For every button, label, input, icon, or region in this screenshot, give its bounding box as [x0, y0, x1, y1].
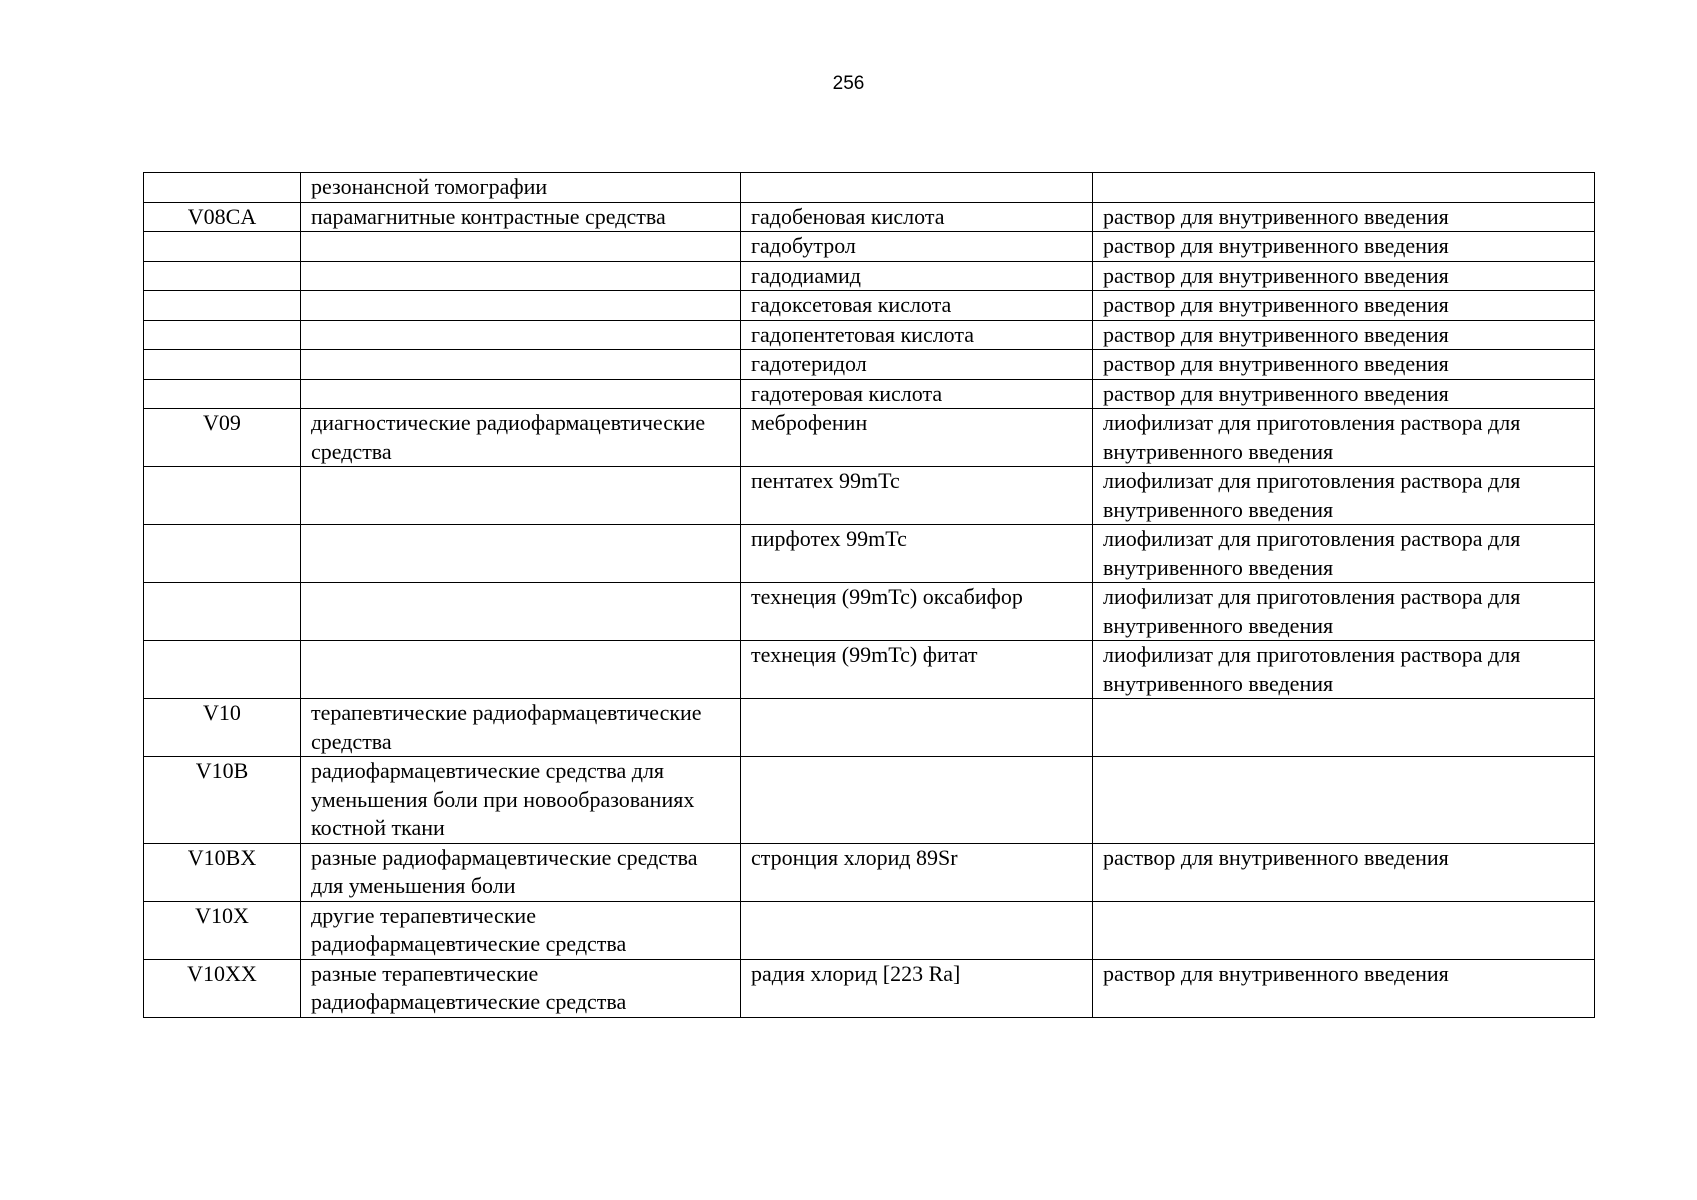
cell-code: [144, 583, 301, 641]
cell-drug: гадопентетовая кислота: [741, 320, 1093, 350]
cell-form: лиофилизат для приготовления раствора для внутривенного введения: [1093, 583, 1595, 641]
cell-code: [144, 291, 301, 321]
cell-drug: технеция (99mTc) оксабифор: [741, 583, 1093, 641]
cell-form: [1093, 173, 1595, 203]
drug-table: [143, 172, 1595, 1018]
table-row: [144, 641, 1595, 699]
cell-group: [301, 291, 741, 321]
table-row: [144, 291, 1595, 321]
cell-form: лиофилизат для приготовления раствора для внутривенного введения: [1093, 525, 1595, 583]
cell-drug: гадоксетовая кислота: [741, 291, 1093, 321]
cell-form: раствор для внутривенного введения: [1093, 843, 1595, 901]
cell-code: V10XX: [144, 959, 301, 1017]
cell-code: [144, 641, 301, 699]
cell-group: [301, 641, 741, 699]
cell-code: [144, 261, 301, 291]
cell-form: [1093, 699, 1595, 757]
table-row: [144, 409, 1595, 467]
cell-group: [301, 261, 741, 291]
cell-drug: стронция хлорид 89Sr: [741, 843, 1093, 901]
cell-form: [1093, 901, 1595, 959]
cell-drug: гадотеровая кислота: [741, 379, 1093, 409]
table-row: [144, 350, 1595, 380]
cell-group: другие терапевтические радиофармацевтические средства: [301, 901, 741, 959]
cell-code: [144, 379, 301, 409]
cell-code: V09: [144, 409, 301, 467]
cell-code: [144, 232, 301, 262]
table-row: [144, 583, 1595, 641]
cell-group: резонансной томографии: [301, 173, 741, 203]
table-row: [144, 202, 1595, 232]
cell-form: раствор для внутривенного введения: [1093, 202, 1595, 232]
table-row: [144, 379, 1595, 409]
table-row: [144, 757, 1595, 844]
cell-code: [144, 173, 301, 203]
drug-table-body: [144, 173, 1595, 1018]
cell-drug: пентатех 99mTc: [741, 467, 1093, 525]
table-row: [144, 320, 1595, 350]
cell-code: V10B: [144, 757, 301, 844]
cell-drug: меброфенин: [741, 409, 1093, 467]
cell-form: раствор для внутривенного введения: [1093, 959, 1595, 1017]
cell-drug: [741, 173, 1093, 203]
table-row: [144, 525, 1595, 583]
cell-drug: гадобеновая кислота: [741, 202, 1093, 232]
cell-form: раствор для внутривенного введения: [1093, 379, 1595, 409]
cell-drug: [741, 757, 1093, 844]
cell-code: V10X: [144, 901, 301, 959]
table-row: [144, 467, 1595, 525]
cell-drug: [741, 901, 1093, 959]
cell-code: [144, 467, 301, 525]
cell-drug: гадотеридол: [741, 350, 1093, 380]
cell-drug: пирфотех 99mTc: [741, 525, 1093, 583]
cell-code: [144, 320, 301, 350]
cell-drug: [741, 699, 1093, 757]
cell-form: раствор для внутривенного введения: [1093, 320, 1595, 350]
cell-form: раствор для внутривенного введения: [1093, 350, 1595, 380]
cell-group: [301, 350, 741, 380]
table-row: [144, 261, 1595, 291]
cell-code: V10BX: [144, 843, 301, 901]
cell-drug: радия хлорид [223 Ra]: [741, 959, 1093, 1017]
cell-group: [301, 467, 741, 525]
cell-code: [144, 350, 301, 380]
cell-group: [301, 379, 741, 409]
cell-group: радиофармацевтические средства для уменьшения боли при новообразованиях костной ткани: [301, 757, 741, 844]
table-row: [144, 232, 1595, 262]
table-row: [144, 173, 1595, 203]
cell-form: раствор для внутривенного введения: [1093, 261, 1595, 291]
cell-form: раствор для внутривенного введения: [1093, 232, 1595, 262]
cell-code: V10: [144, 699, 301, 757]
table-row: [144, 901, 1595, 959]
cell-code: [144, 525, 301, 583]
cell-drug: технеция (99mTc) фитат: [741, 641, 1093, 699]
cell-group: разные терапевтические радиофармацевтические средства: [301, 959, 741, 1017]
cell-form: лиофилизат для приготовления раствора для внутривенного введения: [1093, 641, 1595, 699]
cell-form: [1093, 757, 1595, 844]
cell-drug: гадобутрол: [741, 232, 1093, 262]
cell-group: [301, 320, 741, 350]
cell-form: лиофилизат для приготовления раствора для внутривенного введения: [1093, 409, 1595, 467]
cell-group: парамагнитные контрастные средства: [301, 202, 741, 232]
cell-code: V08CA: [144, 202, 301, 232]
cell-group: терапевтические радиофармацевтические средства: [301, 699, 741, 757]
cell-form: раствор для внутривенного введения: [1093, 291, 1595, 321]
cell-drug: гадодиамид: [741, 261, 1093, 291]
cell-group: [301, 583, 741, 641]
table-row: [144, 699, 1595, 757]
table-row: [144, 959, 1595, 1017]
cell-group: разные радиофармацевтические средства для уменьшения боли: [301, 843, 741, 901]
cell-group: диагностические радиофармацевтические средства: [301, 409, 741, 467]
table-row: [144, 843, 1595, 901]
cell-group: [301, 525, 741, 583]
cell-group: [301, 232, 741, 262]
page-number: 256: [832, 73, 865, 94]
cell-form: лиофилизат для приготовления раствора для внутривенного введения: [1093, 467, 1595, 525]
